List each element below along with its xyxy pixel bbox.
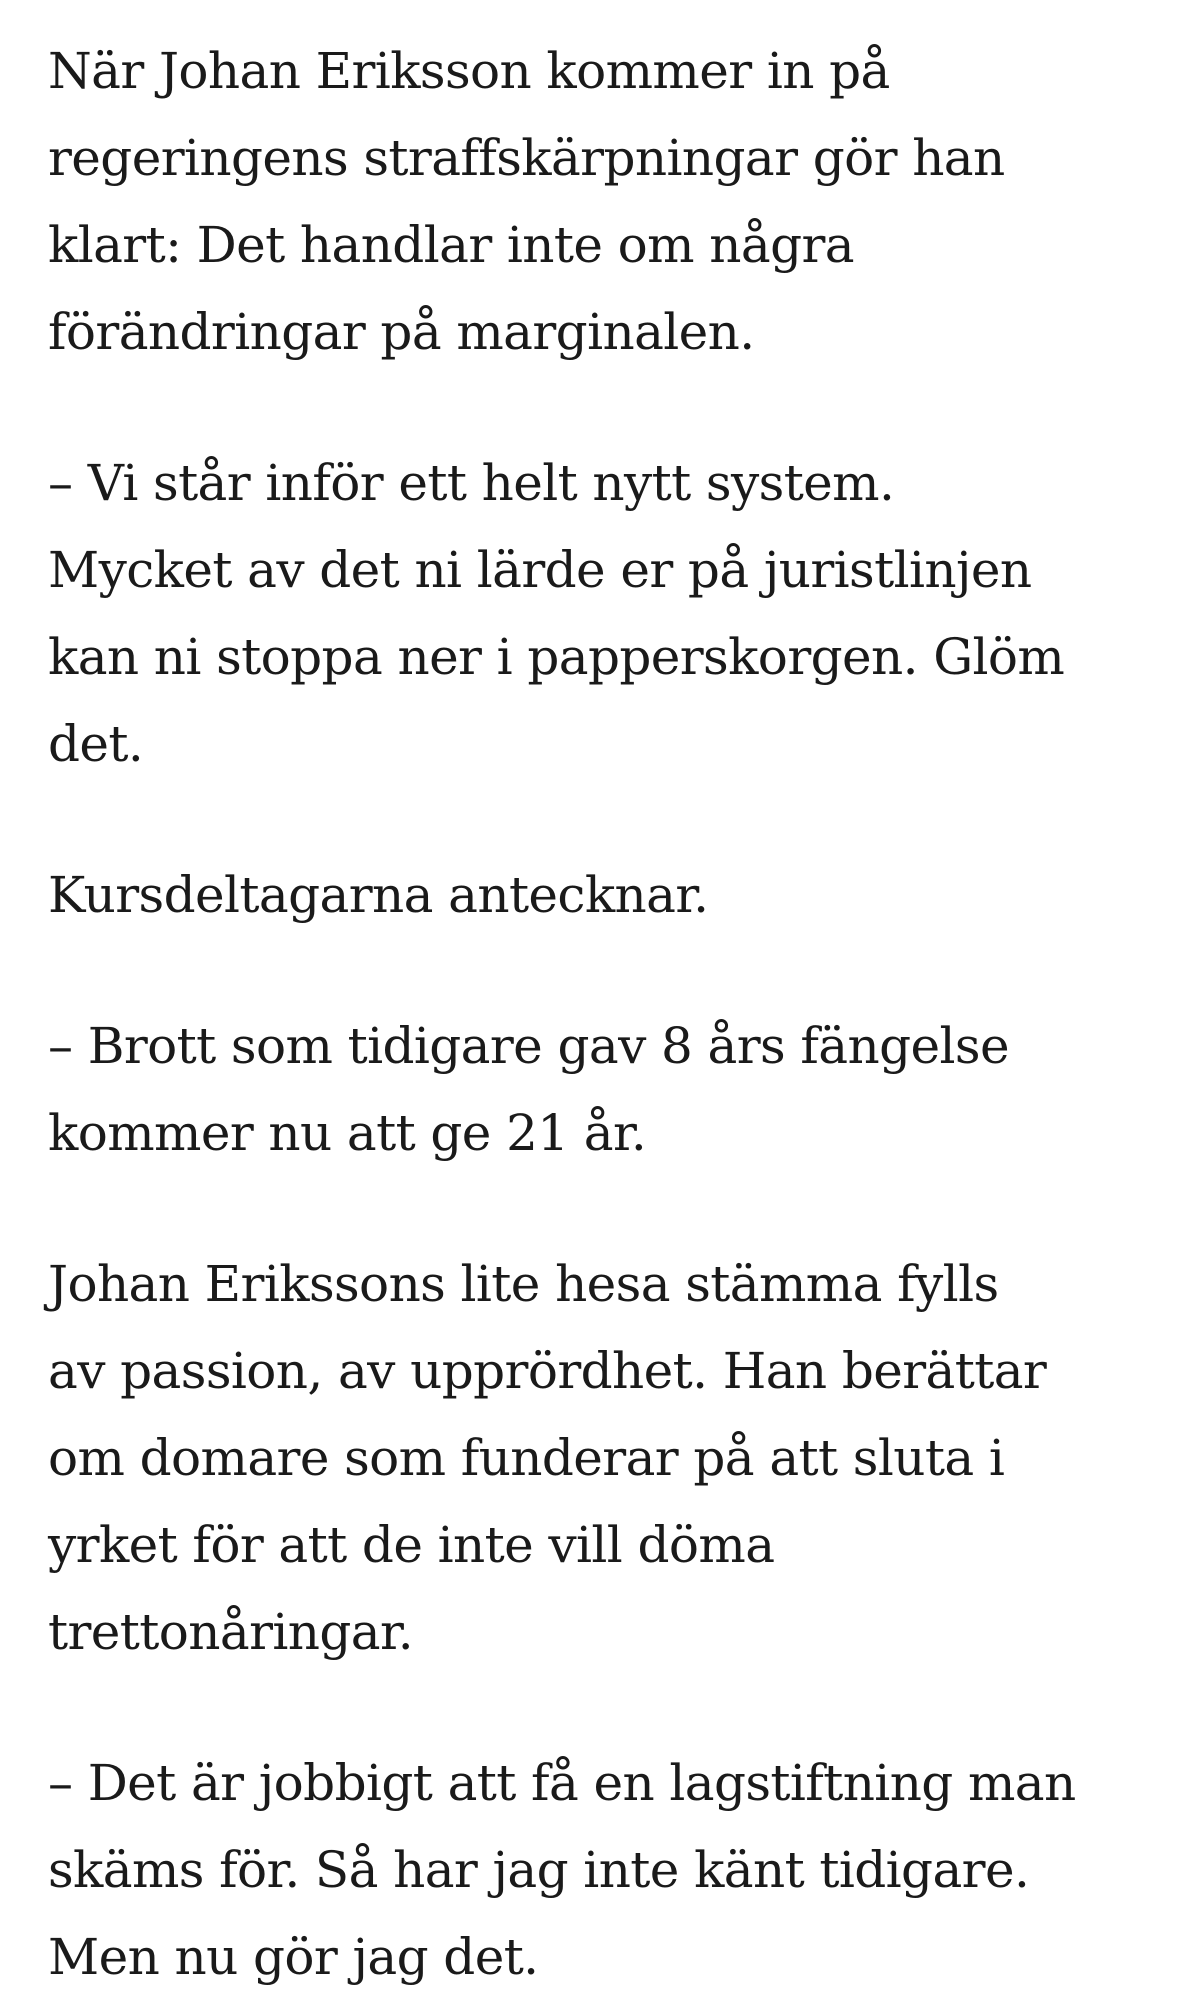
paragraph-judges: Johan Erikssons lite hesa stämma fylls av passion, av upprördhet. Han berättar om domare som funderar på att sluta i yrket för att de inte vill döma trettonåringar. (48, 1255, 1047, 1661)
paragraph-quote-sentences: – Brott som tidigare gav 8 års fängelse kommer nu att ge 21 år. (48, 1017, 1009, 1162)
paragraph-intro: När Johan Eriksson kommer in på regeringens straffskärpningar gör han klart: Det handlar inte om några förändringar på marginalen. (48, 42, 1005, 361)
paragraph-participants: Kursdeltagarna antecknar. (48, 866, 709, 924)
paragraph-quote-ashamed: – Det är jobbigt att få en lagstiftning man skäms för. Så har jag inte känt tidigare. Men nu gör jag det. (48, 1754, 1076, 1986)
paragraph-quote-new-system: – Vi står inför ett helt nytt system. Mycket av det ni lärde er på juristlinjen kan ni stoppa ner i papperskorgen. Glöm det. (48, 454, 1065, 773)
